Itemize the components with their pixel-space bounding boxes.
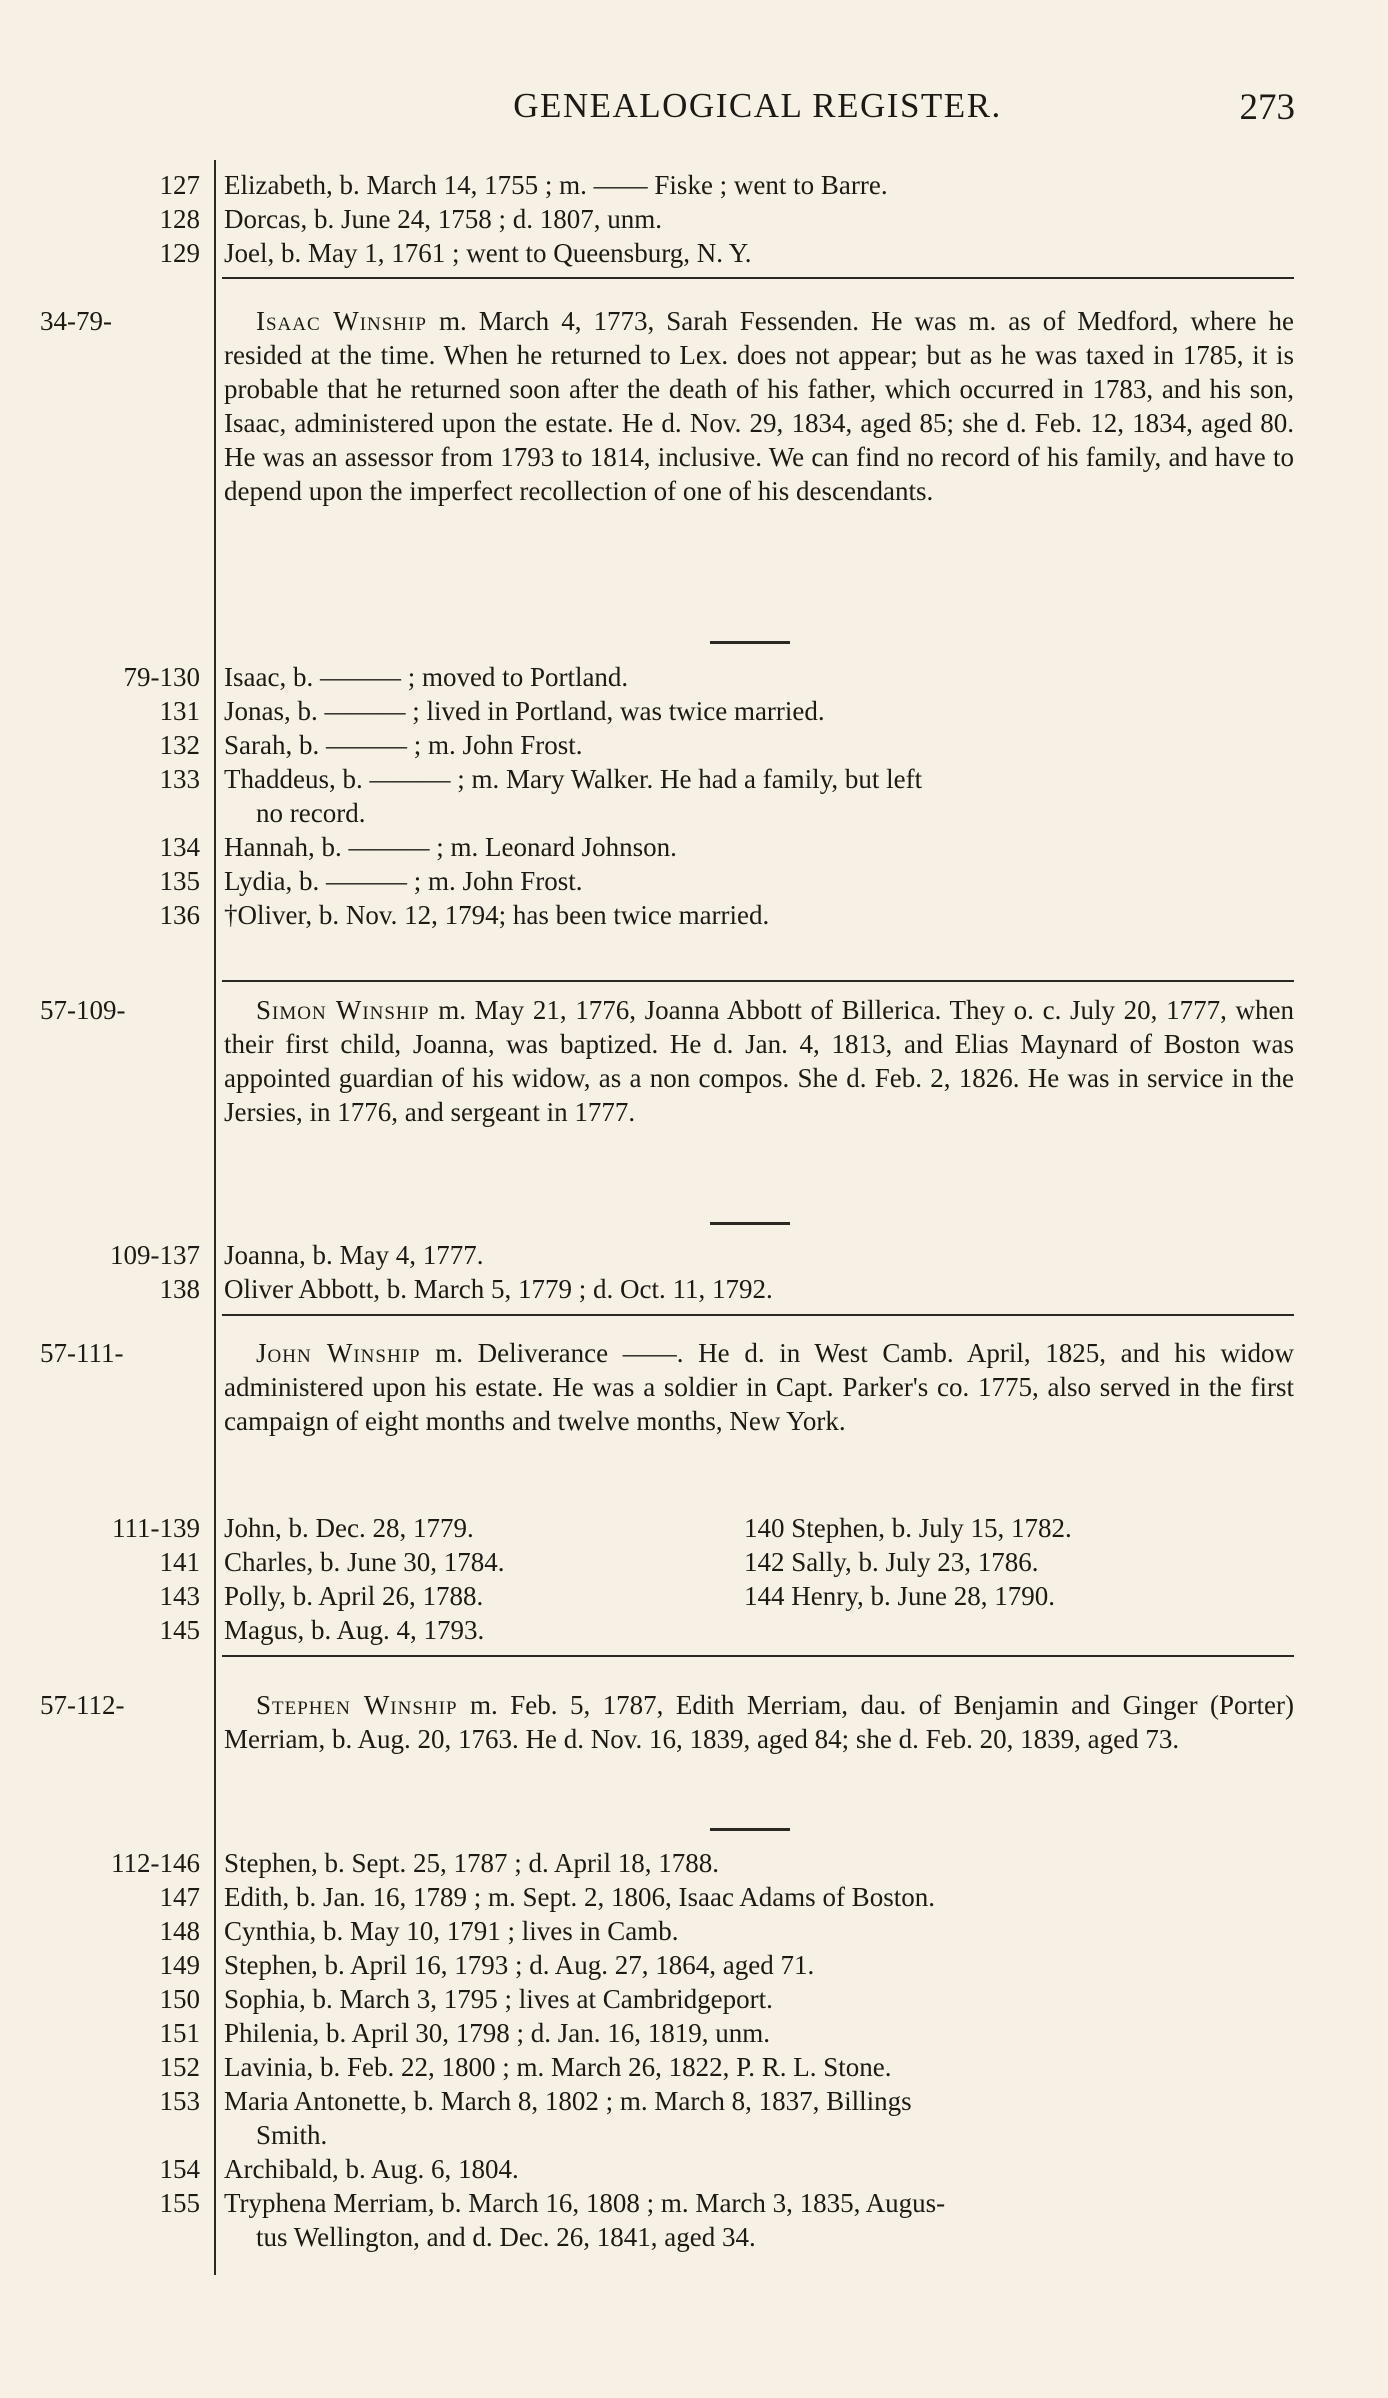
entry-numbers bbox=[20, 1238, 200, 1306]
child-entry: Joanna, b. May 4, 1777. bbox=[224, 1240, 484, 1270]
entry-number: 135 bbox=[159, 866, 200, 896]
entry-numbers bbox=[20, 1846, 200, 2220]
child-entry: Cynthia, b. May 10, 1791 ; lives in Camb. bbox=[224, 1916, 679, 1946]
child-entry: 142 Sally, b. July 23, 1786. bbox=[744, 1547, 1039, 1577]
family-ref: 57-112- bbox=[40, 1690, 125, 1720]
entry-numbers bbox=[20, 1511, 200, 1647]
entry-number: 145 bbox=[159, 1615, 200, 1645]
child-entry: †Oliver, b. Nov. 12, 1794; has been twice married. bbox=[224, 900, 770, 930]
entry-number: 147 bbox=[159, 1882, 200, 1912]
child-list bbox=[224, 1846, 1294, 2254]
short-rule bbox=[710, 1828, 790, 1831]
page-header bbox=[220, 86, 1295, 130]
paragraph-text: m. March 4, 1773, Sarah Fessenden. He was m. as of Medford, where he resided at the time. When he returned to Lex. does not appear; but as he was taxed in 1785, it is probable that he returned soon after the death of his father, which occurred in 1783, and his son, Isaac, administered upon the estate. He d. Nov. 29, 1834, aged 85; she d. Feb. 12, 1834, aged 80. He was an assessor from 1793 to 1814, inclusive. We can find no record of his family, and have to depend upon the imperfect recollection of one of his descendants. bbox=[224, 306, 1294, 506]
entry-numbers bbox=[20, 660, 200, 932]
entry-number: 136 bbox=[159, 900, 200, 930]
paragraph-text: m. Feb. 5, 1787, Edith Merriam, dau. of Benjamin and Ginger (Porter) Merriam, b. Aug. 20, 1763. He d. Nov. 16, 1839, aged 84; she d. Feb. 20, 1839, aged 73. bbox=[224, 1690, 1294, 1754]
child-entry: Isaac, b. ——— ; moved to Portland. bbox=[224, 662, 629, 692]
child-entry: Elizabeth, b. March 14, 1755 ; m. —— Fiske ; went to Barre. bbox=[224, 170, 888, 200]
child-entry: Sophia, b. March 3, 1795 ; lives at Cambridgeport. bbox=[224, 1984, 773, 2014]
entry-number: 79-130 bbox=[123, 662, 200, 692]
short-rule bbox=[710, 641, 790, 644]
child-list bbox=[224, 1238, 1294, 1306]
head-name: John Winship bbox=[256, 1338, 421, 1368]
short-rule bbox=[710, 1222, 790, 1225]
child-entry: Dorcas, b. June 24, 1758 ; d. 1807, unm. bbox=[224, 204, 662, 234]
child-list bbox=[224, 660, 1294, 932]
entry-number: 129 bbox=[159, 238, 200, 268]
child-entry: Archibald, b. Aug. 6, 1804. bbox=[224, 2154, 519, 2184]
entry-number: 155 bbox=[159, 2188, 200, 2218]
child-entry-continued: Smith. bbox=[256, 2120, 328, 2150]
entry-number: 151 bbox=[159, 2018, 200, 2048]
child-entry: Jonas, b. ——— ; lived in Portland, was twice married. bbox=[224, 696, 825, 726]
child-list-two-column bbox=[224, 1511, 1294, 1647]
child-entry: 140 Stephen, b. July 15, 1782. bbox=[744, 1513, 1072, 1543]
head-name: Stephen Winship bbox=[256, 1690, 458, 1720]
family-paragraph bbox=[224, 1688, 1294, 1756]
entry-number: 153 bbox=[159, 2086, 200, 2116]
child-list bbox=[224, 168, 1294, 270]
entry-number: 132 bbox=[159, 730, 200, 760]
family-paragraph bbox=[224, 304, 1294, 508]
head-name: Isaac Winship bbox=[256, 306, 427, 336]
entry-number: 112-146 bbox=[111, 1848, 200, 1878]
section-rule bbox=[222, 1655, 1294, 1657]
section-rule bbox=[222, 277, 1294, 279]
entry-number: 149 bbox=[159, 1950, 200, 1980]
child-entry: Polly, b. April 26, 1788. bbox=[224, 1581, 484, 1611]
entry-number bbox=[20, 2118, 200, 2152]
family-ref: 57-109- bbox=[40, 995, 126, 1025]
family-paragraph bbox=[224, 993, 1294, 1129]
entry-number: 127 bbox=[159, 170, 200, 200]
child-entry: Lydia, b. ——— ; m. John Frost. bbox=[224, 866, 583, 896]
child-entry: Hannah, b. ——— ; m. Leonard Johnson. bbox=[224, 832, 677, 862]
entry-number: 128 bbox=[159, 204, 200, 234]
child-entry: Philenia, b. April 30, 1798 ; d. Jan. 16, 1819, unm. bbox=[224, 2018, 770, 2048]
child-entry: Oliver Abbott, b. March 5, 1779 ; d. Oct. 11, 1792. bbox=[224, 1274, 773, 1304]
child-entry-continued: tus Wellington, and d. Dec. 26, 1841, aged 34. bbox=[256, 2222, 756, 2252]
child-entry: Lavinia, b. Feb. 22, 1800 ; m. March 26, 1822, P. R. L. Stone. bbox=[224, 2052, 892, 2082]
child-entry: Sarah, b. ——— ; m. John Frost. bbox=[224, 730, 583, 760]
child-entry-continued: no record. bbox=[256, 798, 366, 828]
entry-number bbox=[20, 796, 200, 830]
entry-numbers bbox=[20, 168, 200, 270]
entry-number: 150 bbox=[159, 1984, 200, 2014]
entry-number: 152 bbox=[159, 2052, 200, 2082]
entry-number: 134 bbox=[159, 832, 200, 862]
running-title: GENEALOGICAL REGISTER. bbox=[513, 86, 1002, 125]
family-ref: 34-79- bbox=[40, 306, 112, 336]
child-entry: 144 Henry, b. June 28, 1790. bbox=[744, 1581, 1055, 1611]
family-paragraph bbox=[224, 1336, 1294, 1438]
entry-number: 138 bbox=[159, 1274, 200, 1304]
entry-number: 111-139 bbox=[112, 1513, 200, 1543]
number-column-rule bbox=[214, 160, 216, 2275]
entry-number: 154 bbox=[159, 2154, 200, 2184]
child-entry: Tryphena Merriam, b. March 16, 1808 ; m. March 3, 1835, Augus- bbox=[224, 2188, 946, 2218]
child-entry: Stephen, b. Sept. 25, 1787 ; d. April 18, 1788. bbox=[224, 1848, 719, 1878]
section-rule bbox=[222, 1314, 1294, 1316]
child-entry: Magus, b. Aug. 4, 1793. bbox=[224, 1615, 485, 1645]
child-entry: Edith, b. Jan. 16, 1789 ; m. Sept. 2, 1806, Isaac Adams of Boston. bbox=[224, 1882, 935, 1912]
head-name: Simon Winship bbox=[256, 995, 430, 1025]
child-entry: John, b. Dec. 28, 1779. bbox=[224, 1513, 474, 1543]
entry-number: 143 bbox=[159, 1581, 200, 1611]
paragraph-text: m. May 21, 1776, Joanna Abbott of Billerica. They o. c. July 20, 1777, when their first child, Joanna, was baptized. He d. Jan. 4, 1813, and Elias Maynard of Boston was appointed guardian of his widow, as a non compos. She d. Feb. 2, 1826. He was in service in the Jersies, in 1776, and sergeant in 1777. bbox=[224, 995, 1294, 1127]
entry-number: 148 bbox=[159, 1916, 200, 1946]
child-entry: Charles, b. June 30, 1784. bbox=[224, 1547, 505, 1577]
child-entry: Thaddeus, b. ——— ; m. Mary Walker. He had a family, but left bbox=[224, 764, 923, 794]
entry-number: 133 bbox=[159, 764, 200, 794]
entry-number: 141 bbox=[159, 1547, 200, 1577]
child-entry: Maria Antonette, b. March 8, 1802 ; m. March 8, 1837, Billings bbox=[224, 2086, 912, 2116]
child-entry: Stephen, b. April 16, 1793 ; d. Aug. 27, 1864, aged 71. bbox=[224, 1950, 815, 1980]
page-number: 273 bbox=[1239, 87, 1295, 128]
paragraph-text: m. Deliverance ——. He d. in West Camb. April, 1825, and his widow administered upon his estate. He was a soldier in Capt. Parker's co. 1775, also served in the first campaign of eight months and twelve months, New York. bbox=[224, 1338, 1294, 1436]
section-rule bbox=[222, 980, 1294, 982]
family-ref: 57-111- bbox=[40, 1338, 124, 1368]
child-entry: Joel, b. May 1, 1761 ; went to Queensburg, N. Y. bbox=[224, 238, 752, 268]
entry-number: 131 bbox=[159, 696, 200, 726]
entry-number: 109-137 bbox=[110, 1240, 200, 1270]
